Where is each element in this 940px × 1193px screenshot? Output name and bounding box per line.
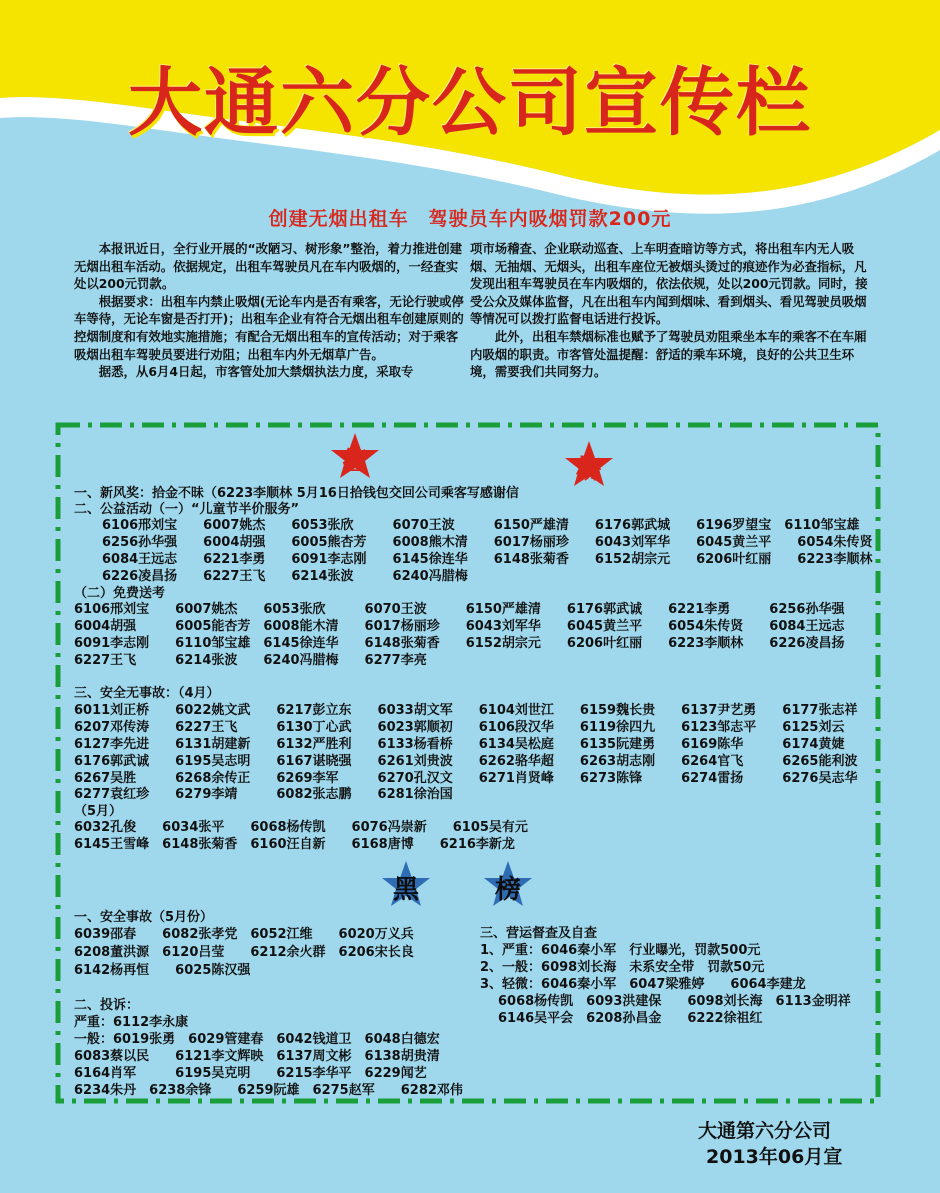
red-board-line: （5月） [74, 804, 123, 819]
red-board-line: 6106邢刘宝 6007姚杰 6053张欣 6070王波 6150严雄清 6176郭武城 6196罗望宝 6110邹宝雄 [102, 518, 860, 533]
footer-organization: 大通第六分公司 [698, 1120, 832, 1142]
red-board-line: （二）免费送考 [74, 586, 166, 601]
red-board-line: 6267吴胜 6268余传正 6269李军 6270孔汉文 6271肖贤峰 6273陈锋 6274雷扬 6276吴志华 [74, 771, 858, 786]
red-board-line: 6207邓传涛 6227王飞 6130丁心武 6023郭顺初 6106段汉华 6119徐四九 6123邹志平 6125刘云 [74, 720, 845, 735]
red-board-line: 6145王雪峰 6148张菊香 6160汪自新 6168唐博 6216李新龙 [74, 837, 515, 852]
red-board-line: 6011刘正桥 6022姚文武 6217彭立东 6033胡文军 6104刘世江 6159魏长贵 6137尹艺勇 6177张志祥 [74, 703, 858, 718]
red-board-line: 6084王远志 6221李勇 6091李志刚 6145徐连华 6148张菊香 6152胡宗元 6206叶红丽 6223李顺林 [102, 552, 873, 567]
black-board-line: 6083蔡以民 6121李文辉映 6137周文彬 6138胡贵清 [74, 1049, 440, 1064]
red-board-line: 6277袁红珍 6279李靖 6082张志鹏 6281徐治国 [74, 787, 453, 802]
black-board-line: 6234朱丹 6238余锋 6259阮雄 6275赵军 6282邓伟 [74, 1083, 463, 1098]
red-board-line: 二、公益活动（一）“儿童节半价服务” [74, 502, 300, 517]
article-headline: 创建无烟出租车 驾驶员车内吸烟罚款200元 [268, 208, 672, 230]
black-board-line: 6068杨传凯 6093洪建保 6098刘长海 6113金明祥 [498, 994, 851, 1009]
red-board-line: 6091李志刚 6110邹宝雄 6145徐连华 6148张菊香 6152胡宗元 6206叶红丽 6223李顺林 6226凌昌扬 [74, 636, 845, 651]
red-board-line: 6032孔俊 6034张平 6068杨传凯 6076冯崇新 6105吴有元 [74, 820, 528, 835]
footer-date: 2013年06月宣 [706, 1146, 843, 1168]
red-board-label-2: 榜 [575, 455, 602, 485]
black-board-line: 一、安全事故（5月份） [74, 910, 214, 925]
red-board-line: 6127李先进 6131胡建新 6132严胜利 6133杨看桥 6134吴松庭 6135阮建勇 6169陈华 6174黄婕 [74, 737, 845, 752]
red-board-line: 6256孙华强 6004胡强 6005熊杏芳 6008熊木清 6017杨丽珍 6043刘军华 6045黄兰平 6054朱传贤 [102, 535, 873, 550]
black-board-line: 6146吴平会 6208孙昌金 6222徐祖红 [498, 1011, 763, 1026]
black-board-line: 二、投诉： [74, 998, 140, 1013]
black-board-line: 1、严重：6046秦小军 行业曝光，罚款500元 [480, 943, 761, 958]
red-board-line: 6106邢刘宝 6007姚杰 6053张欣 6070王波 6150严雄清 6176郭武诚 6221李勇 6256孙华强 [74, 602, 845, 617]
black-board-line: 一般：6019张勇 6029管建春 6042钱道卫 6048白德宏 [74, 1032, 440, 1047]
black-board-line: 6208董洪源 6120吕莹 6212余火群 6206宋长良 [74, 945, 414, 960]
red-board-line: 一、新风奖：拾金不昧（6223李顺林 5月16日拾钱包交回公司乘客写感谢信 [74, 486, 519, 501]
black-board-line: 6142杨再恒 6025陈汉强 [74, 963, 251, 978]
red-board-line: 6004胡强 6005能杏芳 6008能木清 6017杨丽珍 6043刘军华 6045黄兰平 6054朱传贤 6084王远志 [74, 619, 845, 634]
page-title: 大通六分公司宣传栏 [128, 60, 812, 146]
black-board-line: 6039邵春 6082张孝党 6052江维 6020万义兵 [74, 927, 414, 942]
red-board-line: 6176郭武诚 6195吴志明 6167谌晓强 6261刘贵波 6262骆华超 6263胡志刚 6264官飞 6265能利波 [74, 754, 858, 769]
article-right-column: 项市场稽查、企业联动巡查、上车明查暗访等方式，将出租车内无人吸烟、无抽烟、无烟头，出租车座位无被烟头烫过的痕迹作为必查指标，凡发现出租车驾驶员在车内吸烟的，依法依规，处以200元罚款。同时，接受公众及媒体监督，凡在出租车内闻到烟味、看到烟头、看见驾驶员吸烟等情况可以拨打监督电话进行投诉。 此外，出租车禁烟标准也赋予了驾驶员劝阻乘坐本车的乘客不在车厢内吸烟的职责。市客管处温提醒：舒适的乘车环境，良好的公共卫生环境，需要我们共同努力。 [470, 241, 868, 380]
black-board-line: 三、营运督查及自查 [480, 926, 598, 941]
red-board-line: 三、安全无事故：（4月） [74, 686, 220, 701]
red-board-line: 6226凌昌扬 6227王飞 6214张波 6240冯腊梅 [102, 569, 468, 584]
article-left-column: 本报讯近日，全行业开展的“改陋习、树形象”整治，着力推进创建无烟出租车活动。依据规定，出租车驾驶员凡在车内吸烟的，一经查实处以200元罚款。 根据要求：出租车内禁止吸烟(无论车内是否有乘客，无论行驶或停车等待，无论车窗是否打开)；出租车企业有符合无烟出租车创建原则的控烟制度和有效地实施措施；有配合无烟出租车的宣传活动；对于乘客吸烟出租车驾驶员要进行劝阻；出租车内外无烟草广告。 据悉，从6月4日起，市客管处加大禁烟执法力度，采取专 [74, 241, 464, 380]
black-board-line: 3、轻微：6046秦小军 6047梁雅婷 6064李建龙 [480, 977, 806, 992]
black-board-label-2: 榜 [494, 875, 521, 905]
red-board-line: 6227王飞 6214张波 6240冯腊梅 6277李亮 [74, 653, 427, 668]
black-board-line: 2、一般：6098刘长海 未系安全带 罚款50元 [480, 960, 765, 975]
black-board-label-1: 黑 [392, 875, 419, 905]
black-board-line: 严重：6112李永康 [74, 1015, 189, 1030]
red-board-label-1: 红 [341, 447, 368, 477]
black-board-line: 6164肖军 6195吴克明 6215李华平 6229闻艺 [74, 1066, 427, 1081]
